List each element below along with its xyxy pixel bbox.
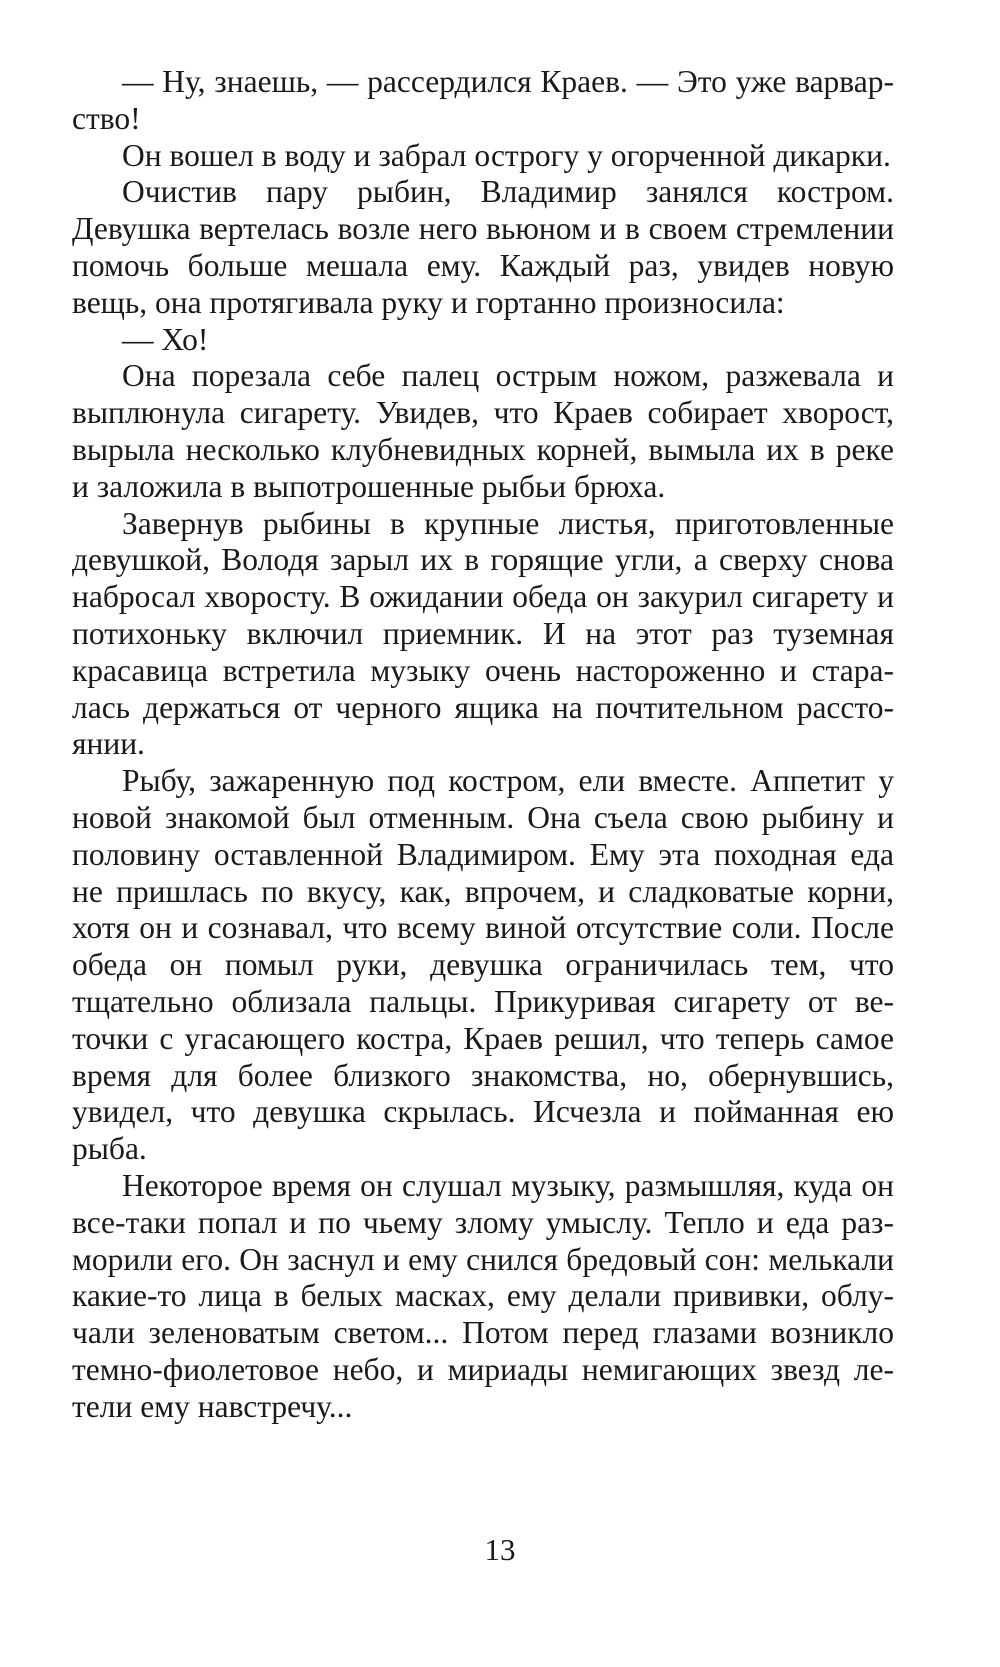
paragraph-1: — Ну, знаешь, — рассердился Краев. — Это уже варварство!	[72, 64, 894, 136]
page-number: 13	[484, 1532, 516, 1567]
paragraph-2: Он вошел в воду и забрал острогу у огорченной дикарки.	[122, 137, 891, 173]
paragraph-3: Очистив пару рыбин, Владимир занялся костром. Девушка вертелась возле него вьюном и в своем стремлении помочь больше мешала ему. Каждый раз, увидев новую вещь, она протягивала руку и гортанно произносила:	[72, 174, 894, 320]
body-text	[72, 64, 894, 1425]
paragraph-6: Завернув рыбины в крупные листья, приготовленные девушкой, Володя зарыл их в горящие угли, а сверху снова набросал хворосту. В ожидании обеда он закурил сигарету и потихоньку включил приемник. И на этот раз туземная красавица встретила музыку очень настороженно и старалась держаться от черного ящика на почтительном расстоянии.	[72, 505, 894, 762]
paragraph-5: Она порезала себе палец острым ножом, разжевала и выплюнула сигарету. Увидев, что Краев собирает хворост, вырыла несколько клубневидных корней, вымыла их в реке и заложила в выпотрошенные рыбьи брюха.	[72, 358, 894, 504]
paragraph-7: Рыбу, зажаренную под костром, ели вместе. Аппетит у новой знакомой был отменным. Она съела свою рыбину и половину оставленной Владимиром. Ему эта походная еда не пришлась по вкусу, как, впрочем, и сладковатые корни, хотя он и сознавал, что всему виной отсутствие соли. После обеда он помыл руки, девушка ограничилась тем, что тщательно облизала пальцы. Прикуривая сигарету от веточки с угасающего костра, Краев решил, что теперь самое время для более близкого знакомства, но, обернувшись, увидел, что девушка скрылась. Исчезла и пойманная ею рыба.	[72, 763, 894, 1167]
paragraph-4: — Хо!	[122, 321, 209, 357]
paragraph-8: Некоторое время он слушал музыку, размышляя, куда он все-таки попал и по чьему злому умыслу. Тепло и еда разморили его. Он заснул и ему снился бредовый сон: мелькали какие-то лица в белых масках, ему делали прививки, облучали зеленоватым светом... Потом перед глазами возникло темно-фиолетовое небо, и мириады немигающих звезд летели ему навстречу...	[72, 1167, 894, 1424]
